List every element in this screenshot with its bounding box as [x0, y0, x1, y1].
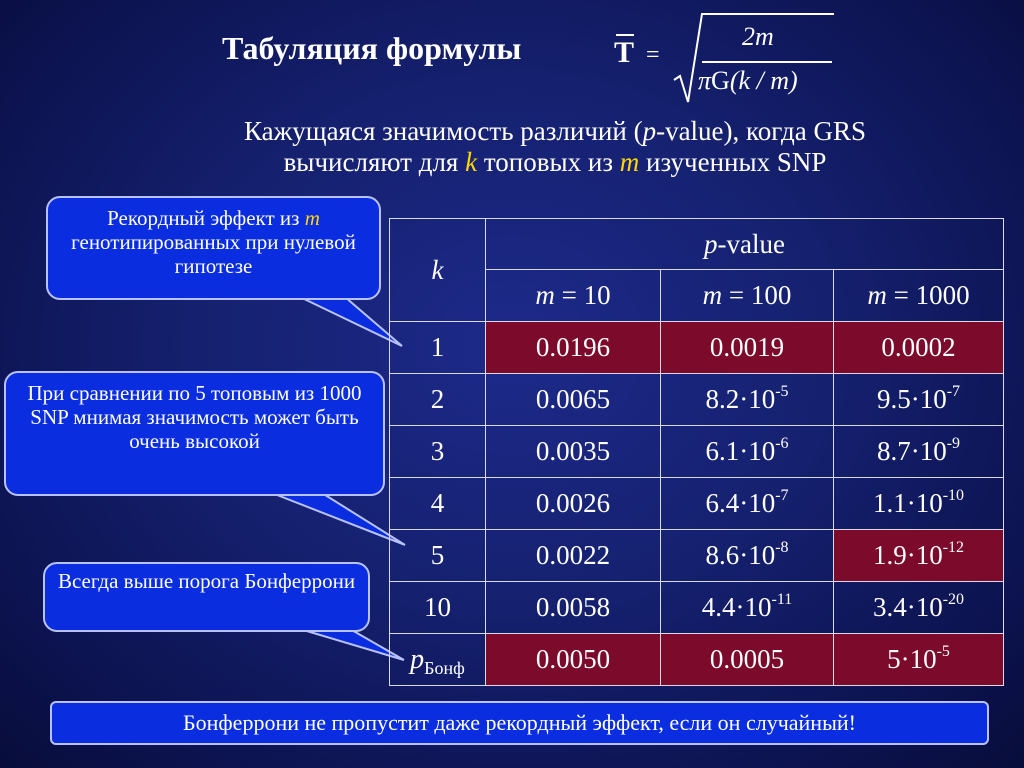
value-cell: $8.2\cdot 10^{-5}$ — [661, 374, 834, 426]
value-cell: 0.0058 — [486, 582, 661, 634]
value-cell: 0.0065 — [486, 374, 661, 426]
page-title: Табуляция формулы — [222, 30, 522, 66]
table-row — [390, 374, 1004, 426]
k-cell: 2 — [390, 374, 486, 426]
value-cell: $5\cdot 10^{-5}$ — [834, 634, 1004, 686]
value-cell: $8.7\cdot 10^{-9}$ — [834, 426, 1004, 478]
bottom-conclusion: Бонферрони не пропустит даже рекордный эффект, если он случайный! — [50, 701, 989, 745]
value-cell: $6.1\cdot 10^{-6}$ — [661, 426, 834, 478]
value-cell: $3.4\cdot 10^{-20}$ — [834, 582, 1004, 634]
table-row-bonferroni — [390, 634, 1004, 686]
k-cell: 10 — [390, 582, 486, 634]
value-cell: 0.0050 — [486, 634, 661, 686]
value-cell: $6.4\cdot 10^{-7}$ — [661, 478, 834, 530]
k-cell: 1 — [390, 322, 486, 374]
bonferroni-label: $p_{Бонф}$ — [390, 634, 486, 686]
value-cell: $4.4\cdot 10^{-11}$ — [661, 582, 834, 634]
pvalue-header: p-value — [486, 219, 1004, 270]
pvalue-table — [389, 218, 1004, 686]
k-cell: 4 — [390, 478, 486, 530]
value-cell: 0.0002 — [834, 322, 1004, 374]
table-row — [390, 322, 1004, 374]
callout-top5-comparison: При сравнении по 5 топовым из 1000 SNP мнимая значимость может быть очень высокой — [4, 371, 385, 496]
value-cell: 0.0022 — [486, 530, 661, 582]
table-row — [390, 478, 1004, 530]
callout-above-bonferroni: Всегда выше порога Бонферрони — [43, 562, 370, 632]
table-row — [390, 530, 1004, 582]
value-cell: 0.0005 — [661, 634, 834, 686]
value-cell: 0.0196 — [486, 322, 661, 374]
formula-denominator: πG(k / m) — [698, 66, 798, 95]
value-cell: $1.1\cdot 10^{-10}$ — [834, 478, 1004, 530]
value-cell: $8.6\cdot 10^{-8}$ — [661, 530, 834, 582]
k-cell: 3 — [390, 426, 486, 478]
table-row — [390, 582, 1004, 634]
col-header-m100: m = 100 — [661, 270, 834, 322]
formula-numerator: 2m — [742, 22, 774, 51]
formula-equals: = — [646, 42, 660, 68]
value-cell: 0.0035 — [486, 426, 661, 478]
callout-record-effect: Рекордный эффект из m генотипированных при нулевой гипотезе — [46, 196, 381, 300]
value-cell: 0.0026 — [486, 478, 661, 530]
value-cell: $9.5\cdot 10^{-7}$ — [834, 374, 1004, 426]
col-header-m10: m = 10 — [486, 270, 661, 322]
k-cell: 5 — [390, 530, 486, 582]
formula-t: T — [614, 36, 635, 69]
value-cell: 0.0019 — [661, 322, 834, 374]
table-row — [390, 426, 1004, 478]
k-header: k — [390, 219, 486, 322]
value-cell: $1.9\cdot 10^{-12}$ — [834, 530, 1004, 582]
subtitle: Кажущаяся значимость различий (p-value), когда GRS вычисляют для k топовых из m изученных SNP — [243, 116, 867, 177]
col-header-m1000: m = 1000 — [834, 270, 1004, 322]
